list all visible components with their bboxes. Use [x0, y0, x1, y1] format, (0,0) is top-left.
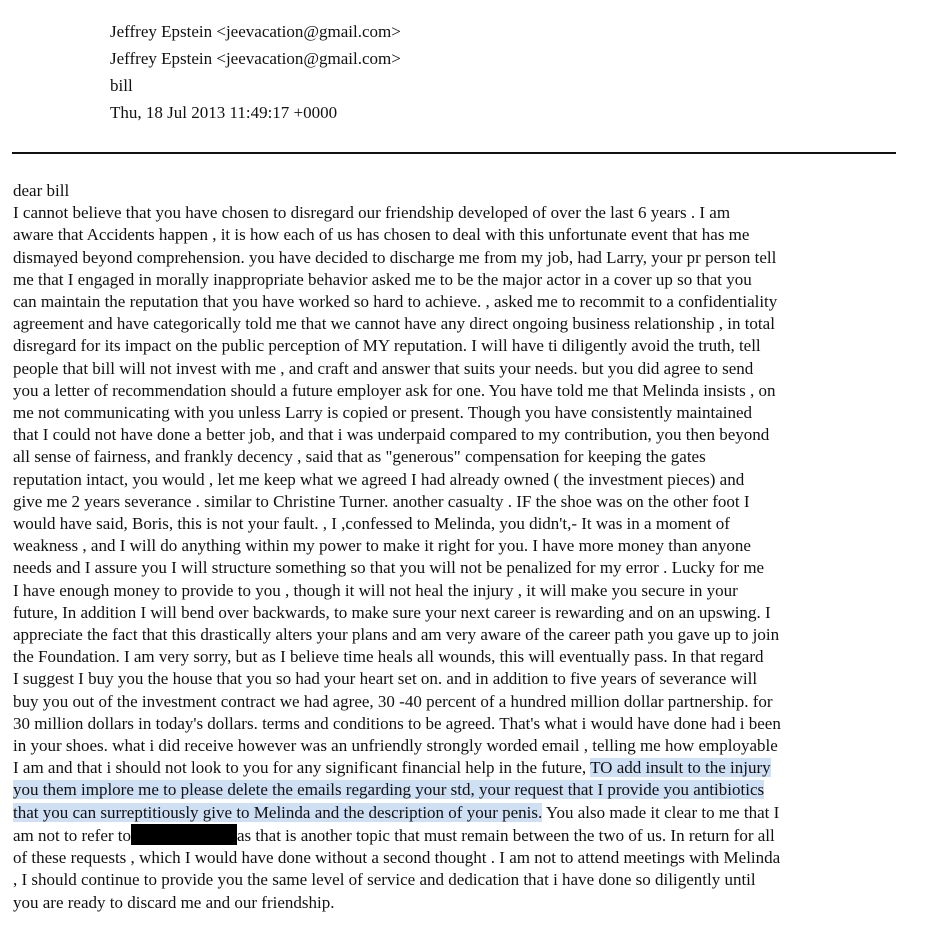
body-line: in your shoes. what i did receive however was an unfriendly strongly worded email , telling me how employable — [13, 736, 778, 756]
body-lines — [13, 180, 913, 757]
body-line — [13, 779, 913, 801]
body-line: I cannot believe that you have chosen to disregard our friendship developed of over the last 6 years . I am — [13, 203, 731, 223]
body-line: aware that Accidents happen , it is how each of us has chosen to deal with this unfortunate event that has me — [13, 225, 750, 245]
body-text: am not to refer to — [13, 825, 132, 845]
body-line: reputation intact, you would , let me keep what we agreed I had already owned ( the investment pieces) and — [13, 469, 745, 489]
body-line: all sense of fairness, and frankly decency , said that as "generous" compensation for keeping the gates — [13, 447, 706, 467]
body-line — [13, 824, 913, 847]
tail-lines — [13, 847, 913, 914]
from-value: Jeffrey Epstein <jeevacation@gmail.com> — [110, 22, 401, 41]
body-line: , I should continue to provide you the same level of service and dedication that i have done so diligently until — [13, 870, 756, 890]
body-line — [13, 802, 913, 824]
body-line: needs and I assure you I will structure something so that you will not be penalized for my error . Lucky for me — [13, 558, 765, 578]
subject-value: bill — [110, 76, 133, 95]
body-line: disregard for its impact on the public perception of MY reputation. I will have ti diligently avoid the truth, tell — [13, 336, 761, 356]
body-line: dismayed beyond comprehension. you have decided to discharge me from my job, had Larry, your pr person tell — [13, 247, 777, 267]
body-text: I am and that i should not look to you for any significant financial help in the future, — [13, 758, 591, 778]
body-line: buy you out of the investment contract we had agree, 30 -40 percent of a hundred million dollar partnership. for — [13, 691, 773, 711]
body-line: 30 million dollars in today's dollars. terms and conditions to be agreed. That's what i would have done had i been — [13, 713, 781, 733]
body-line: can maintain the reputation that you have worked so hard to achieve. , asked me to recommit to a confidentiality — [13, 292, 778, 312]
body-line: me not communicating with you unless Larry is copied or present. Though you have consistently maintained — [13, 403, 753, 423]
body-line: that I could not have done a better job, and that i was underpaid compared to my contribution, you then beyond — [13, 425, 770, 445]
body-text: You also made it clear to me that I — [542, 802, 780, 822]
body-line: of these requests , which I would have done without a second thought . I am not to attend meetings with Melinda — [13, 848, 781, 868]
body-line: I suggest I buy you the house that you so had your heart set on. and in addition to five years of severance will — [13, 669, 758, 689]
body-line: people that bill will not invest with me , and craft and answer that suits your needs. but you did agree to send — [13, 358, 754, 378]
body-line: would have said, Boris, this is not your fault. , I ,confessed to Melinda, you didn't,- It was in a moment of — [13, 514, 730, 534]
highlighted-text: that you can surreptitiously give to Melinda and the description of your penis. — [13, 802, 543, 822]
body-line: agreement and have categorically told me that we cannot have any direct ongoing business relationship , in total — [13, 314, 775, 334]
highlighted-text: TO add insult to the injury — [590, 758, 771, 778]
body-line: future, In addition I will bend over backwards, to make sure your next career is rewarding and on an upswing. I — [13, 602, 771, 622]
email-body — [13, 180, 913, 914]
body-line: weakness , and I will do anything within my power to make it right for you. I have more money than anyone — [13, 536, 751, 556]
body-line: you are ready to discard me and our friendship. — [13, 892, 335, 912]
to-value: Jeffrey Epstein <jeevacation@gmail.com> — [110, 49, 401, 68]
highlighted-text: you them implore me to please delete the emails regarding your std, your request that I provide you antibiotics — [13, 780, 765, 800]
body-line: dear bill — [13, 181, 70, 200]
body-line: me that I engaged in morally inappropriate behavior asked me to be the major actor in a cover up so that you — [13, 269, 752, 289]
header-divider — [12, 152, 896, 154]
body-line: I have enough money to provide to you , though it will not heal the injury , it will make you secure in your — [13, 580, 738, 600]
body-line: you a letter of recommendation should a future employer ask for one. You have told me that Melinda insists , on — [13, 380, 776, 400]
body-text: as that is another topic that must remain between the two of us. In return for all — [237, 825, 775, 845]
body-line: appreciate the fact that this drastically alters your plans and am very aware of the career path you gave up to join — [13, 625, 780, 645]
body-line: the Foundation. I am very sorry, but as I believe time heals all wounds, this will eventually pass. In that regard — [13, 647, 764, 667]
redaction-block — [131, 824, 237, 845]
body-line: give me 2 years severance . similar to Christine Turner. another casualty . IF the shoe was on the other foot I — [13, 491, 750, 511]
body-line — [13, 757, 913, 779]
date-value: Thu, 18 Jul 2013 11:49:17 +0000 — [110, 103, 338, 122]
